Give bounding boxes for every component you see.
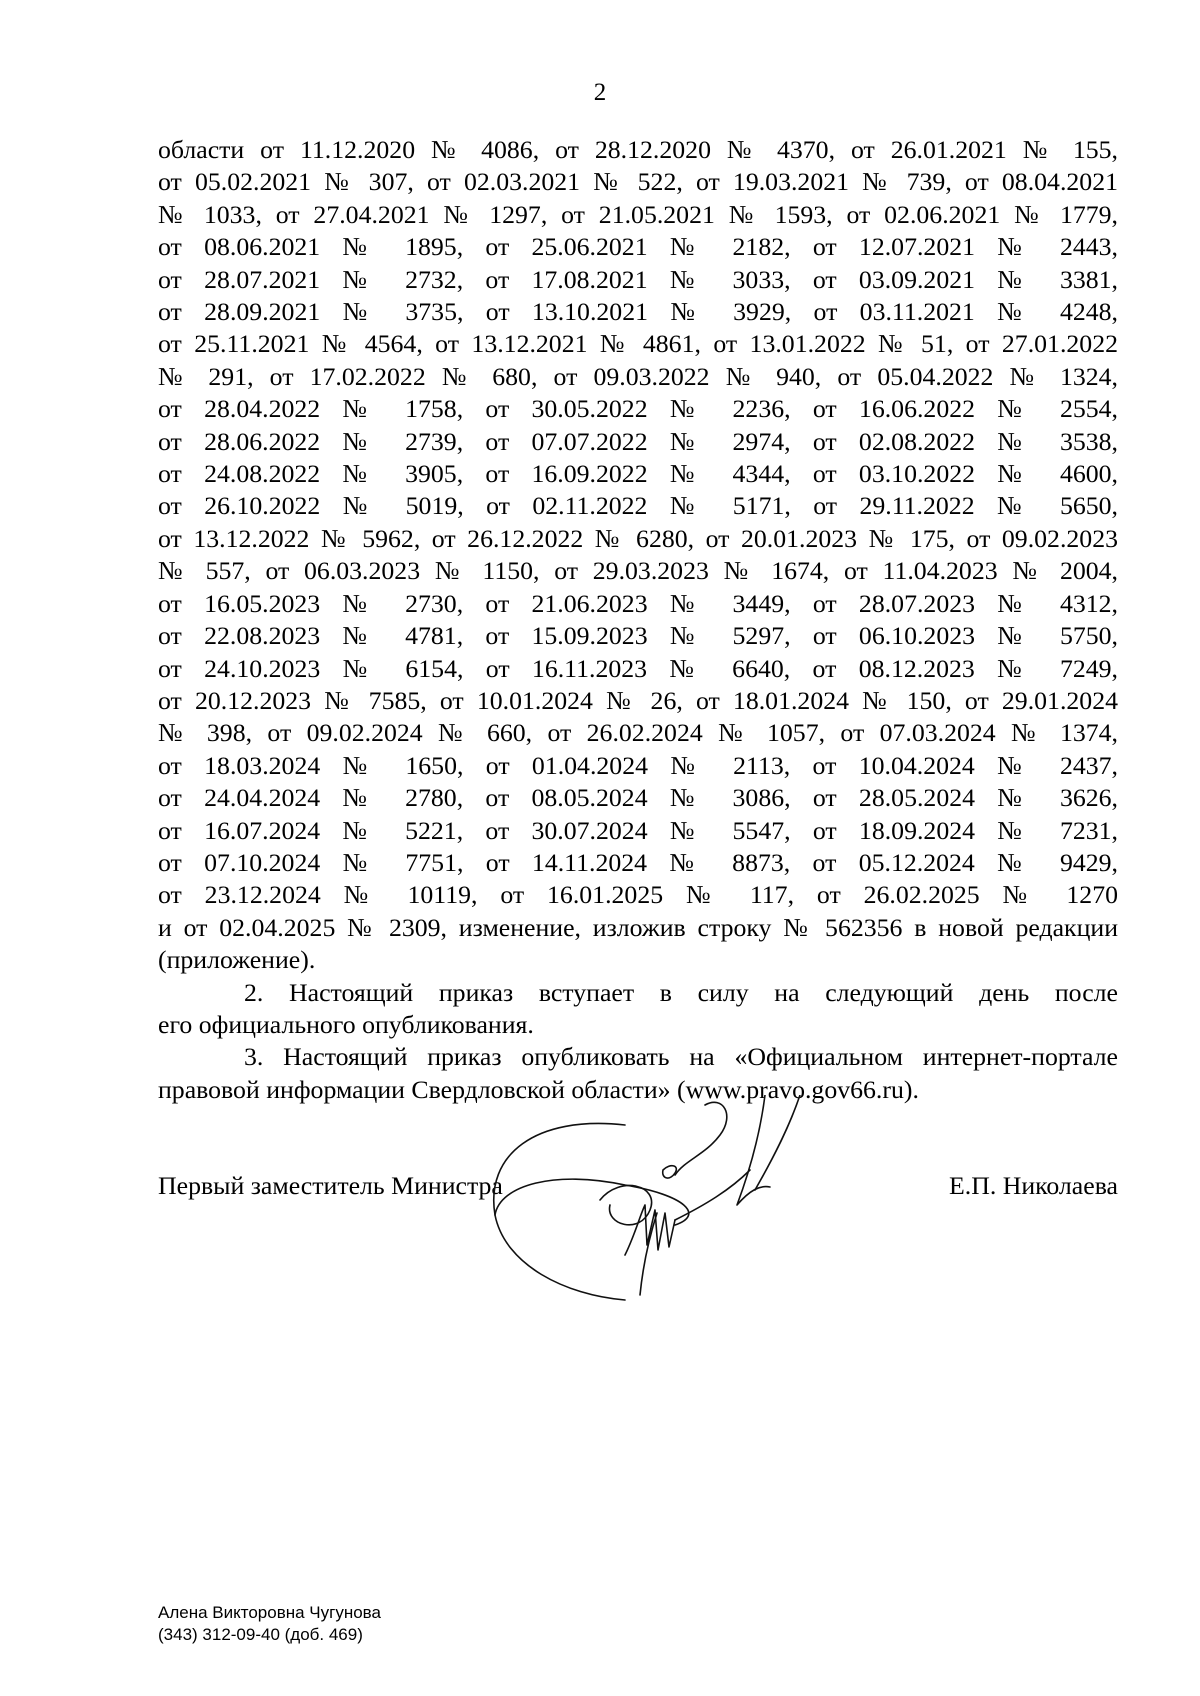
body-line: № 291, от 17.02.2022 № 680, от 09.03.2022 № 940, от 05.04.2022 № 1324, bbox=[158, 361, 1118, 391]
page-number: 2 bbox=[593, 79, 607, 106]
body-line: от 26.10.2022 № 5019, от 02.11.2022 № 5171, от 29.11.2022 № 5650, bbox=[158, 491, 1118, 521]
body-line: от 20.12.2023 № 7585, от 10.01.2024 № 26, от 18.01.2024 № 150, от 29.01.2024 bbox=[158, 685, 1118, 715]
body-line: № 398, от 09.02.2024 № 660, от 26.02.2024 № 1057, от 07.03.2024 № 1374, bbox=[158, 718, 1118, 748]
body-line: (приложение). bbox=[158, 945, 316, 975]
body-line: от 28.07.2021 № 2732, от 17.08.2021 № 3033, от 03.09.2021 № 3381, bbox=[158, 264, 1118, 294]
item-2-line: его официального опубликования. bbox=[158, 1009, 534, 1039]
body-line: от 25.11.2021 № 4564, от 13.12.2021 № 4861, от 13.01.2022 № 51, от 27.01.2022 bbox=[158, 329, 1118, 359]
contact-name: Алена Викторовна Чугунова bbox=[158, 1603, 381, 1622]
body-line: от 13.12.2022 № 5962, от 26.12.2022 № 6280, от 20.01.2023 № 175, от 09.02.2023 bbox=[158, 523, 1118, 553]
body-line: от 28.06.2022 № 2739, от 07.07.2022 № 2974, от 02.08.2022 № 3538, bbox=[158, 426, 1118, 456]
amendment-list bbox=[158, 134, 1118, 977]
item-2 bbox=[158, 977, 1118, 1042]
body-line: от 16.07.2024 № 5221, от 30.07.2024 № 5547, от 18.09.2024 № 7231, bbox=[158, 815, 1118, 845]
body-line: от 24.10.2023 № 6154, от 16.11.2023 № 6640, от 08.12.2023 № 7249, bbox=[158, 653, 1118, 683]
signatory-name: Е.П. Николаева bbox=[948, 1171, 1118, 1200]
body-line: от 08.06.2021 № 1895, от 25.06.2021 № 2182, от 12.07.2021 № 2443, bbox=[158, 232, 1118, 262]
body-line: от 22.08.2023 № 4781, от 15.09.2023 № 5297, от 06.10.2023 № 5750, bbox=[158, 621, 1118, 651]
body-line: и от 02.04.2025 № 2309, изменение, изложив строку № 562356 в новой редакции bbox=[158, 912, 1118, 942]
body-line: от 23.12.2024 № 10119, от 16.01.2025 № 117, от 26.02.2025 № 1270 bbox=[158, 880, 1118, 910]
signatory-title: Первый заместитель Министра bbox=[158, 1171, 503, 1200]
body-line: № 1033, от 27.04.2021 № 1297, от 21.05.2021 № 1593, от 02.06.2021 № 1779, bbox=[158, 199, 1118, 229]
body-line: области от 11.12.2020 № 4086, от 28.12.2020 № 4370, от 26.01.2021 № 155, bbox=[158, 135, 1118, 164]
body-line: от 24.08.2022 № 3905, от 16.09.2022 № 4344, от 03.10.2022 № 4600, bbox=[158, 459, 1118, 489]
body-line: от 18.03.2024 № 1650, от 01.04.2024 № 2113, от 10.04.2024 № 2437, bbox=[158, 750, 1118, 780]
body-line: № 557, от 06.03.2023 № 1150, от 29.03.2023 № 1674, от 11.04.2023 № 2004, bbox=[158, 556, 1118, 586]
item-3-line: правовой информации Свердловской области» (www.pravo.gov66.ru). bbox=[158, 1074, 919, 1104]
body-line: от 07.10.2024 № 7751, от 14.11.2024 № 8873, от 05.12.2024 № 9429, bbox=[158, 847, 1118, 877]
document-body bbox=[158, 134, 1118, 1106]
body-line: от 28.09.2021 № 3735, от 13.10.2021 № 3929, от 03.11.2021 № 4248, bbox=[158, 297, 1118, 327]
body-line: от 16.05.2023 № 2730, от 21.06.2023 № 3449, от 28.07.2023 № 4312, bbox=[158, 588, 1118, 618]
body-line: от 05.02.2021 № 307, от 02.03.2021 № 522, от 19.03.2021 № 739, от 08.04.2021 bbox=[158, 167, 1118, 197]
contact-info bbox=[158, 1602, 381, 1646]
item-2-line: 2. Настоящий приказ вступает в силу на следующий день после bbox=[244, 977, 1118, 1007]
handwritten-signature bbox=[475, 1095, 855, 1335]
contact-phone: (343) 312-09-40 (доб. 469) bbox=[158, 1625, 363, 1644]
item-3-line: 3. Настоящий приказ опубликовать на «Официальном интернет-портале bbox=[244, 1042, 1118, 1072]
body-line: от 24.04.2024 № 2780, от 08.05.2024 № 3086, от 28.05.2024 № 3626, bbox=[158, 783, 1118, 813]
body-line: от 28.04.2022 № 1758, от 30.05.2022 № 2236, от 16.06.2022 № 2554, bbox=[158, 394, 1118, 424]
